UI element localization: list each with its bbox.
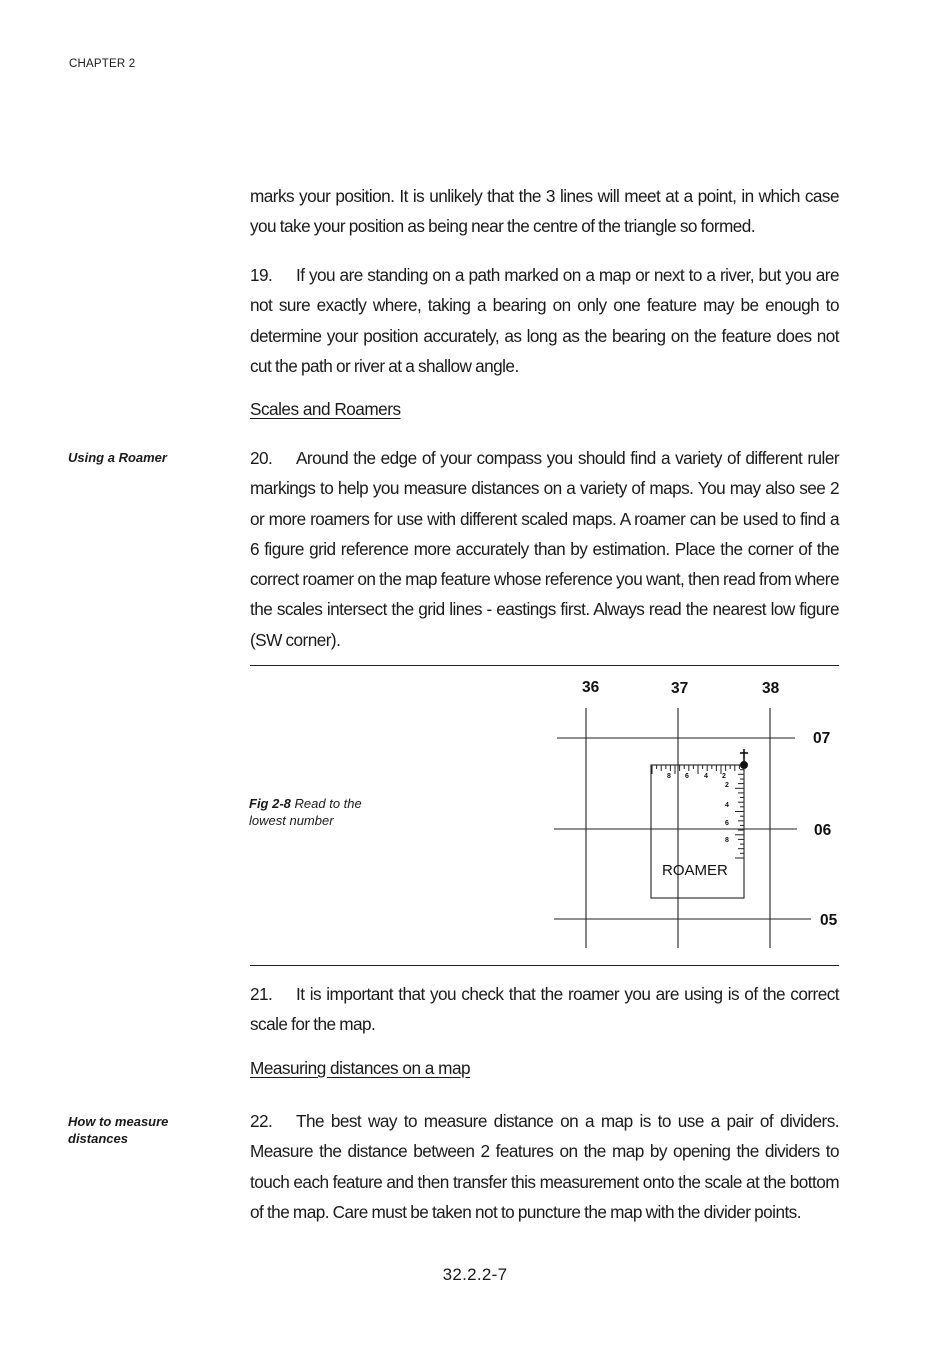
paragraph-number: 20. — [250, 448, 273, 468]
paragraph-number: 21. — [250, 984, 273, 1004]
side-scale-label: 6 — [725, 820, 729, 827]
northing-label: 07 — [813, 730, 831, 747]
easting-label: 38 — [762, 680, 780, 697]
scale-label: 4 — [704, 773, 708, 780]
roamer-side-scale — [735, 765, 744, 858]
roamer-top-scale — [652, 765, 744, 774]
margin-note-roamer: Using a Roamer — [68, 450, 167, 465]
scale-label: 2 — [722, 773, 726, 780]
paragraph-text: If you are standing on a path marked on a map or next to a river, but you are not sure exactly where, taking a bearing on only one feature may be enough to determine your position accurately, as long as the bearing on the feature does not cut the path or river at a shallow angle. — [250, 265, 839, 376]
roamer-label: ROAMER — [662, 862, 728, 879]
paragraph-20 — [250, 443, 839, 655]
side-scale-label: 2 — [725, 782, 729, 789]
paragraph-text: It is important that you check that the roamer you are using is of the correct scale for the map. — [250, 984, 839, 1035]
paragraph-text: marks your position. It is unlikely that the 3 lines will meet at a point, in which case you take your position as being near the centre of the triangle so formed. — [250, 186, 839, 237]
figure-bottom-rule — [250, 965, 839, 966]
scale-label: 6 — [685, 773, 689, 780]
easting-label: 37 — [671, 680, 689, 697]
northing-label: 06 — [814, 822, 832, 839]
figure-caption — [249, 795, 399, 829]
paragraph-21 — [250, 979, 839, 1040]
paragraph-18-continuation — [250, 181, 839, 242]
paragraph-number: 22. — [250, 1111, 273, 1131]
map-feature-marker — [740, 749, 748, 769]
page-number: 32.2.2-7 — [442, 1265, 508, 1284]
paragraph-text: Around the edge of your compass you should find a variety of different ruler markings to help you measure distances on a variety of maps. You may also see 2 or more roamers for use with different scaled maps. A roamer can be used to find a 6 figure grid reference more accurately than by estimation. Place the corner of the correct roamer on the map feature whose reference you want, then read from where the scales intersect the grid lines - eastings first. Always read the nearest low figure (SW corner). — [250, 448, 839, 650]
chapter-header: CHAPTER 2 — [69, 58, 136, 70]
margin-note-measure: How to measure distances — [68, 1114, 169, 1146]
section-heading-measuring — [250, 1058, 839, 1079]
side-scale-label: 4 — [725, 802, 729, 809]
figure-label: Fig 2-8 — [249, 796, 291, 811]
figure-caption-text: Read to the lowest number — [249, 796, 362, 828]
paragraph-number: 19. — [250, 265, 273, 285]
figure-top-rule — [250, 665, 839, 666]
paragraph-text: The best way to measure distance on a map is to use a pair of dividers. Measure the distance between 2 features on the map by opening the dividers to touch each feature and then transfer this measurement onto the scale at the bottom of the map. Care must be taken not to puncture the map with the divider points. — [250, 1111, 839, 1222]
paragraph-19 — [250, 260, 839, 381]
northing-label: 05 — [820, 912, 838, 929]
heading-text: Measuring distances on a map — [250, 1058, 471, 1078]
paragraph-22 — [250, 1106, 839, 1227]
easting-label: 36 — [582, 679, 600, 696]
heading-text: Scales and Roamers — [250, 399, 401, 419]
scale-label: 8 — [667, 773, 671, 780]
roamer-grid-figure — [540, 672, 840, 952]
section-heading-scales — [250, 399, 839, 420]
side-scale-label: 8 — [725, 837, 729, 844]
